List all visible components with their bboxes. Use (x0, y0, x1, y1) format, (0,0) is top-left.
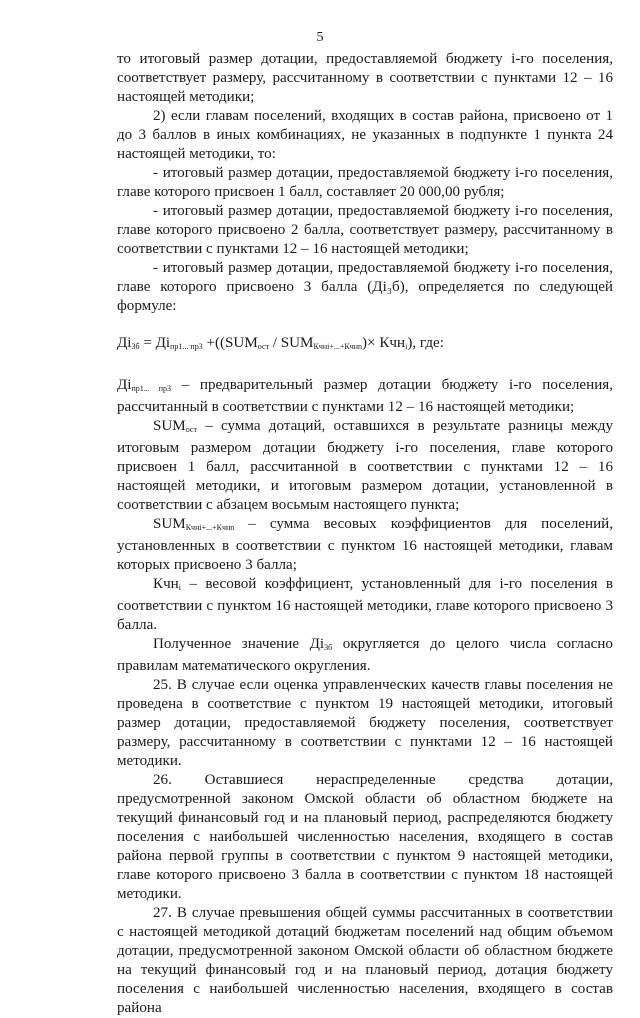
formula-lhs-sub: 3б (131, 342, 140, 351)
definition-symbol-sub: пр1... пр3 (131, 384, 171, 393)
rounding-sub: 3б (324, 643, 333, 652)
paragraph-rounding (117, 635, 613, 676)
formula-lhs: Дi (117, 335, 132, 351)
formula-sub-i: i (405, 342, 408, 351)
definition-symbol: Дi (117, 377, 132, 393)
rounding-post: округляется до целого числа согласно правилам математического округления. (117, 636, 613, 674)
definition-sum-ost (117, 417, 613, 515)
formula-sub-k: Кчнi+...+Кчнn (313, 342, 363, 351)
page-number: 5 (316, 30, 324, 45)
definition-symbol: SUM (153, 418, 186, 434)
paragraph-bullet-3-ball: - итоговый размер дотации, предоставляемой бюджету i-го поселения, главе которого присвоено 3 балла (Дi₃б), определяется по следующей формуле: (117, 260, 613, 314)
definition-di-pr (117, 376, 613, 417)
definition-symbol-sub: i (178, 583, 181, 592)
paragraph-26: 26. Оставшиеся нераспределенные средства дотации, предусмотренной законом Омской области об областном бюджете на текущий финансовый год и на плановый период, распределяются бюджету поселения с наибольшей численностью населения, входящего в состав района первой группы в соответствии с пунктом 9 настоящей методики, главе которого присвоено 3 балла в соответствии с пунктом 18 настоящей методики. (117, 772, 613, 902)
formula-sub-ost: ост (257, 342, 270, 351)
paragraph-25: 25. В случае если оценка управленческих качеств главы поселения не проведена в соответствие с пунктом 19 настоящей методики, итоговый размер дотации, предоставляемой бюджету поселения, соответствует размеру, рассчитанному в соответствии с пунктами 12 – 16 настоящей методики. (117, 677, 613, 769)
document-body (117, 50, 613, 1018)
paragraph-subpoint-2: 2) если главам поселений, входящих в состав района, присвоено от 1 до 3 баллов в иных комбинациях, не указанных в подпункте 1 пункта 24 настоящей методики, то: (117, 108, 613, 162)
formula (117, 334, 613, 356)
definition-symbol: Кчн (153, 576, 179, 592)
definition-sum-k (117, 515, 613, 575)
definition-symbol-sub: Кчнi+...+Кчнn (185, 523, 235, 532)
definition-text: – сумма дотаций, оставшихся в результате разницы между итоговым размером дотации бюджету i-го поселения, главе которого присвоен 1 балл, рассчитанной в соответствии с пунктами 12 – 16 настоящей методики, и итоговым размером дотации, установленной в соответствии с абзацем восьмым настоящего пункта; (117, 418, 613, 513)
definition-symbol-sub: ост (185, 425, 197, 434)
formula-sub-pr: пр1... пр3 (170, 342, 203, 351)
definition-kchn (117, 575, 613, 635)
definition-symbol: SUM (153, 516, 186, 532)
formula-tail: ), где: (407, 335, 444, 351)
formula-close: )× Кчн (362, 335, 406, 351)
paragraph-continuation: то итоговый размер дотации, предоставляемой бюджету i-го поселения, соответствует размеру, рассчитанному в соответствии с пунктами 12 – 16 настоящей методики; (117, 51, 613, 105)
formula-eq: = Дi (139, 335, 171, 351)
rounding-pre: Полученное значение Дi (153, 636, 325, 652)
paragraph-bullet-1-ball: - итоговый размер дотации, предоставляемой бюджету i-го поселения, главе которого присвоен 1 балл, составляет 20 000,00 рубля; (117, 165, 613, 200)
formula-mid: +((SUM (202, 335, 258, 351)
paragraph-27: 27. В случае превышения общей суммы рассчитанных в соответствии с настоящей методикой дотаций бюджетам поселений над общим объемом дотации, предусмотренной законом Омской области об областном бюджете на текущий финансовый год и на плановый период, дотация бюджету поселения с наибольшей численностью населения, входящего в состав района (117, 905, 613, 1016)
definition-text: – предварительный размер дотации бюджету i-го поселения, рассчитанный в соответствии с пунктами 12 – 16 настоящей методики; (117, 377, 613, 415)
paragraph-bullet-2-ball: - итоговый размер дотации, предоставляемой бюджету i-го поселения, главе которого присвоено 2 балла, соответствует размеру, рассчитанному в соответствии с пунктами 12 – 16 настоящей методики; (117, 203, 613, 257)
definition-text: – весовой коэффициент, установленный для i-го поселения в соответствии с пунктом 16 настоящей методики, главе которого присвоено 3 балла. (117, 576, 613, 633)
formula-slash: / SUM (269, 335, 314, 351)
definition-text: – сумма весовых коэффициентов для поселений, установленных в соответствии с пунктом 16 настоящей методики, главам которых присвоено 3 балла; (117, 516, 613, 573)
